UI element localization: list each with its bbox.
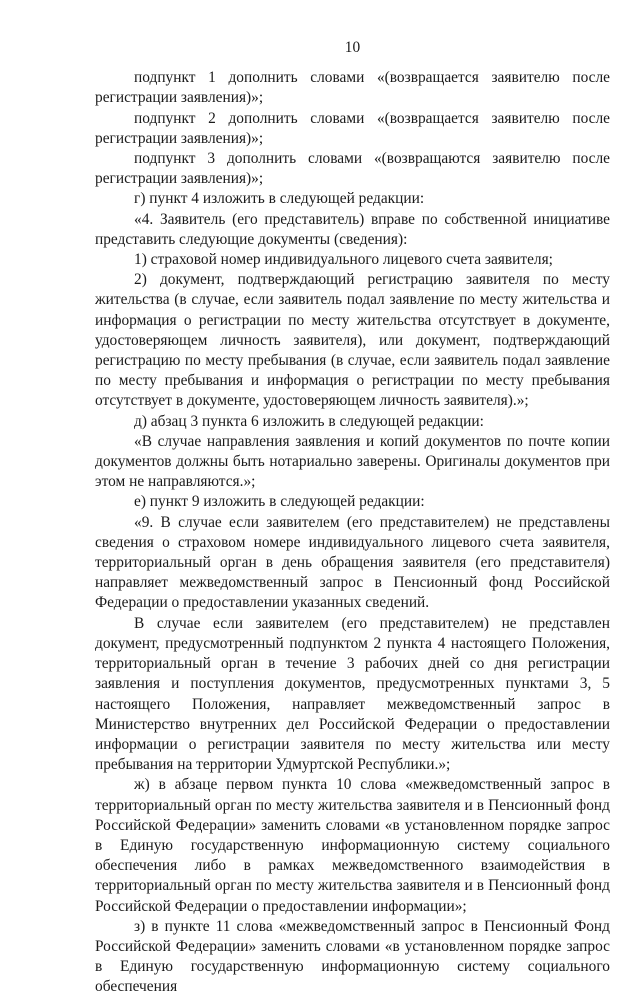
paragraph: 1) страховой номер индивидуального лицевого счета заявителя;: [134, 251, 553, 269]
paragraph: подпункт 2 дополнить словами «(возвращается заявителю после регистрации заявления)»;: [95, 109, 610, 147]
paragraph: 2) документ, подтверждающий регистрацию заявителя по месту жительства (в случае, если заявитель подал заявление по месту жительства и информация о регистрации по месту жительства отсутствует в документе, удостоверяющем личность заявителя), или документ, подтверждающий регистрацию по месту пребывания (в случае, если заявитель подал заявление по месту пребывания и информация о регистрации по месту пребывания отсутствует в документе, удостоверяющем личность заявителя).»;: [95, 271, 610, 410]
paragraph: е) пункт 9 изложить в следующей редакции:: [134, 493, 425, 511]
paragraph: «В случае направления заявления и копий документов по почте копии документов должны быть нотариально заверены. Оригиналы документов при этом не направляются.»;: [95, 432, 610, 491]
paragraph: ж) в абзаце первом пункта 10 слова «межведомственный запрос в территориальный орган по месту жительства заявителя и в Пенсионный фонд Российской Федерации» заменить словами «в установленном порядке запрос в Единую государственную информационную систему социального обеспечения либо в рамках межведомственного взаимодействия в территориальный орган по месту жительства заявителя и в Пенсионный фонд Российской Федерации о предоставлении информации»;: [95, 776, 610, 915]
paragraph: «9. В случае если заявителем (его представителем) не представлены сведения о страховом номере индивидуального лицевого счета заявителя, территориальный орган в день обращения заявителя (его представителя) направляет межведомственный запрос в Пенсионный фонд Российской Федерации о предоставлении указанных сведений.: [95, 513, 610, 612]
paragraph: д) абзац 3 пункта 6 изложить в следующей редакции:: [134, 412, 484, 430]
paragraph: В случае если заявителем (его представителем) не представлен документ, предусмотренный подпунктом 2 пункта 4 настоящего Положения, территориальный орган в течение 3 рабочих дней со дня регистрации заявления и поступления документов, предусмотренных пунктами 3, 5 настоящего Положения, направляет межведомственный запрос в Министерство внутренних дел Российской Федерации о предоставлении информации о регистрации заявителя по месту жительства или месту пребывания на территории Удмуртской Республики.»;: [95, 614, 610, 774]
paragraph: з) в пункте 11 слова «межведомственный запрос в Пенсионный Фонд Российской Федерации» заменить словами «в установленном порядке запрос в Единую государственную информационную систему социального обеспечения: [95, 917, 610, 996]
page-number: 10: [344, 39, 361, 56]
paragraph: подпункт 3 дополнить словами «(возвращаются заявителю после регистрации заявления)»;: [95, 150, 610, 188]
paragraph: «4. Заявитель (его представитель) вправе по собственной инициативе представить следующие документы (сведения):: [95, 210, 610, 248]
paragraph: г) пункт 4 изложить в следующей редакции:: [134, 190, 425, 208]
paragraph: подпункт 1 дополнить словами «(возвращается заявителю после регистрации заявления)»;: [95, 69, 610, 107]
